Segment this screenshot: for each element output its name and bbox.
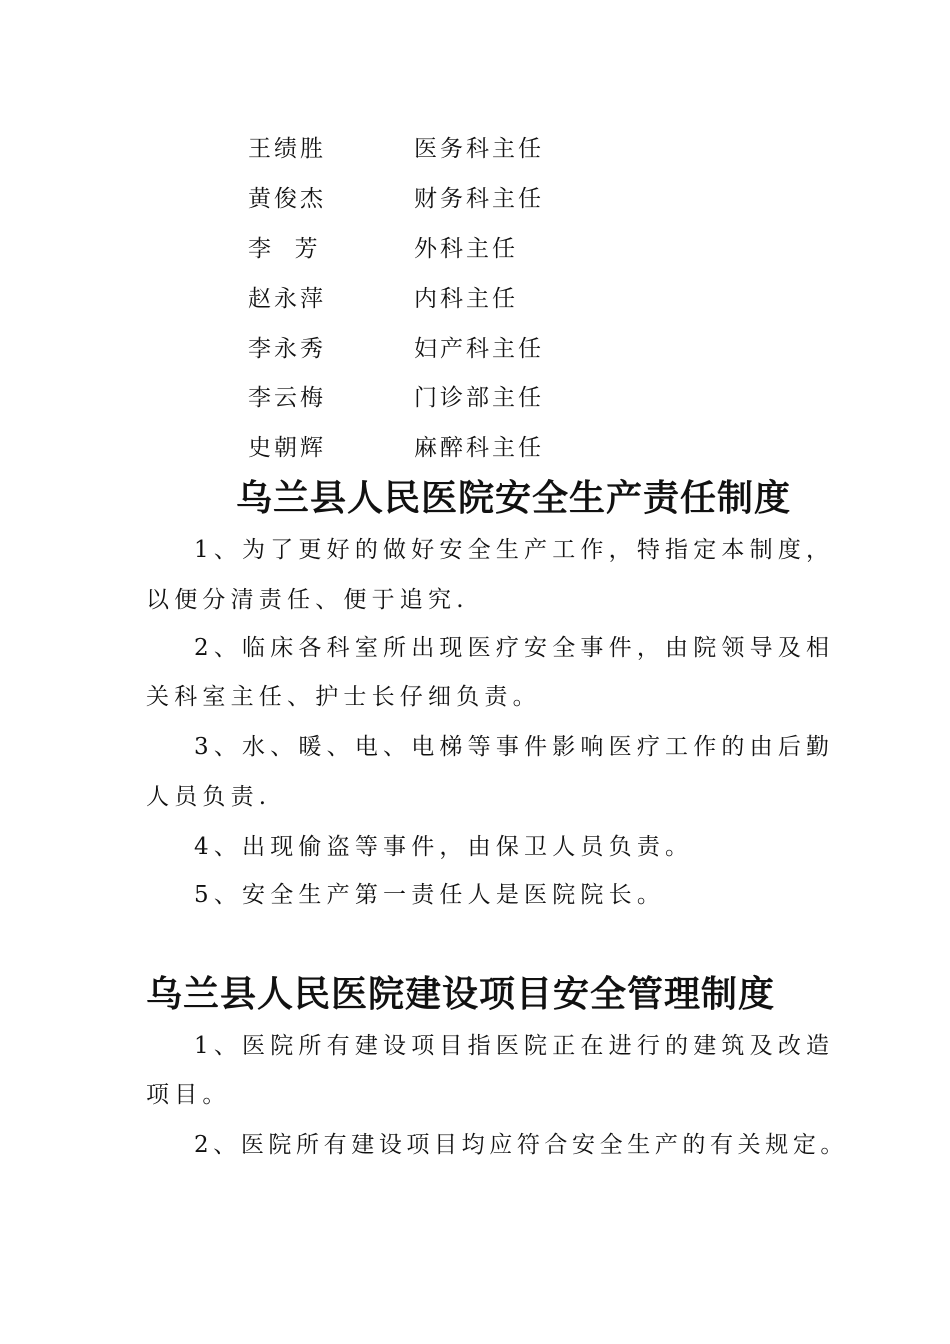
paragraph-line: 以便分清责任、便于追究. <box>146 587 469 613</box>
staff-name: 李永秀 <box>248 336 326 362</box>
paragraph-line: 人员负责. <box>146 784 272 810</box>
staff-row <box>0 329 950 369</box>
staff-name: 王绩胜 <box>248 136 326 162</box>
staff-name: 史朝辉 <box>248 435 326 461</box>
staff-row <box>0 378 950 418</box>
paragraph-line: 2、临床各科室所出现医疗安全事件，由院领导及相 <box>194 635 835 661</box>
paragraph-line: 项目。 <box>146 1082 231 1108</box>
staff-title: 内科主任 <box>414 286 518 312</box>
paragraph-line: 1、医院所有建设项目指医院正在进行的建筑及改造 <box>194 1033 835 1059</box>
section-heading: 乌兰县人民医院安全生产责任制度 <box>236 478 792 519</box>
staff-row <box>0 179 950 219</box>
staff-row <box>0 129 950 169</box>
staff-name: 黄俊杰 <box>248 186 326 212</box>
staff-row <box>0 428 950 468</box>
staff-row <box>0 279 950 319</box>
section-heading: 乌兰县人民医院建设项目安全管理制度 <box>146 974 776 1015</box>
staff-title: 门诊部主任 <box>414 385 544 411</box>
staff-title: 妇产科主任 <box>414 336 544 362</box>
staff-name: 李云梅 <box>248 385 326 411</box>
paragraph-line: 4、出现偷盗等事件，由保卫人员负责。 <box>194 834 694 860</box>
staff-row <box>0 229 950 269</box>
staff-title: 麻醉科主任 <box>414 435 544 461</box>
paragraph-line: 2、医院所有建设项目均应符合安全生产的有关规定。 <box>194 1132 849 1158</box>
staff-title: 财务科主任 <box>414 186 544 212</box>
staff-title: 医务科主任 <box>414 136 544 162</box>
staff-name: 赵永萍 <box>248 286 326 312</box>
paragraph-line: 5、安全生产第一责任人是医院院长。 <box>194 882 666 908</box>
paragraph-line: 3、水、暖、电、电梯等事件影响医疗工作的由后勤 <box>194 734 835 760</box>
staff-name: 李 芳 <box>248 236 321 262</box>
staff-title: 外科主任 <box>414 236 518 262</box>
paragraph-line: 1、为了更好的做好安全生产工作，特指定本制度， <box>194 537 835 563</box>
paragraph-line: 关科室主任、护士长仔细负责。 <box>146 684 541 710</box>
